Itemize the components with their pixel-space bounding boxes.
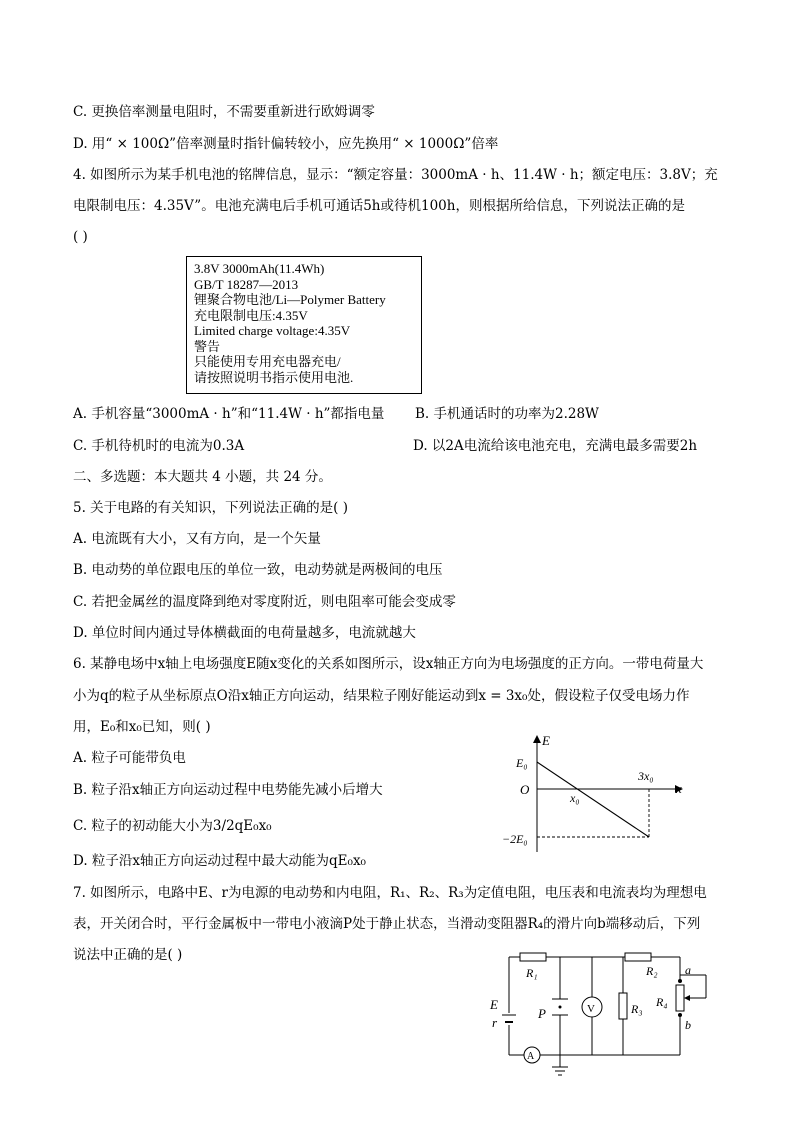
q5-option-c: C. 若把金属丝的温度降到绝对零度附近，则电阻率可能会变成零	[73, 594, 456, 610]
label-r3: R₃	[631, 1002, 643, 1016]
label-r1: R₁	[526, 966, 538, 980]
q3-option-c: C. 更换倍率测量电阻时，不需要重新进行欧姆调零	[73, 104, 375, 120]
graph-3x0-label: 3x₀	[638, 769, 654, 783]
graph-origin: O	[520, 782, 530, 797]
q4-stem-line3: ( )	[73, 229, 88, 245]
resistor-r2	[625, 953, 651, 961]
q3-option-d: D. 用“ × 100Ω”倍率测量时指针偏转较小，应先换用“ × 1000Ω”倍率	[73, 136, 499, 152]
q5-option-a: A. 电流既有大小，又有方向，是一个矢量	[73, 531, 321, 547]
slider-arrow	[684, 995, 690, 1001]
q4-option-b: B. 手机通话时的功率为2.28W	[415, 406, 599, 422]
q6-option-b: B. 粒子沿x轴正方向运动过程中电势能先减小后增大	[73, 782, 383, 798]
graph-x-label: x	[676, 781, 682, 796]
label-r: r	[492, 1015, 498, 1030]
q4-option-d: D. 以2A电流给该电池充电，充满电最多需要2h	[413, 438, 698, 454]
q5-option-b: B. 电动势的单位跟电压的单位一致，电动势就是两极间的电压	[73, 562, 443, 578]
q6-stem-line3: 用，E₀和x₀已知，则( )	[73, 719, 211, 735]
battery-label-line: 警告	[194, 338, 221, 354]
resistor-r3	[619, 993, 627, 1019]
q6-option-c: C. 粒子的初动能大小为3/2qE₀x₀	[73, 818, 272, 834]
q5-stem: 5. 关于电路的有关知识，下列说法正确的是( )	[73, 500, 348, 516]
graph-neg-e0-label: −2E₀	[502, 832, 528, 846]
label-r2: R₂	[646, 964, 658, 978]
label-terminal-b: b	[685, 1018, 691, 1032]
section-heading: 二、多选题：本大题共 4 小题，共 24 分。	[73, 469, 332, 485]
battery-label-line: 充电限制电压:4.35V	[194, 307, 308, 323]
label-p: P	[538, 1006, 546, 1021]
label-ammeter: A	[527, 1051, 535, 1062]
field-line	[537, 762, 649, 837]
battery-label-line: 3.8V 3000mAh(11.4Wh)	[194, 261, 325, 276]
graph-x0-label: x₀	[570, 791, 580, 805]
battery-label-line: 只能使用专用充电器充电/	[194, 354, 341, 369]
label-terminal-a: a	[685, 963, 691, 977]
q5-option-d: D. 单位时间内通过导体横截面的电荷量越多，电流就越大	[73, 625, 416, 641]
field-graph	[500, 730, 700, 855]
label-voltmeter: V	[587, 1003, 595, 1015]
q7-stem-line1: 7. 如图所示，电路中E、r为电源的电动势和内电阻，R₁、R₂、R₃为定值电阻，电压表和电流表均为理想电	[73, 885, 707, 901]
battery-label-line: 请按照说明书指示使用电池.	[194, 369, 354, 385]
battery-label-line: 锂聚合物电池/Li—Polymer Battery	[194, 292, 386, 307]
battery-label-line: Limited charge voltage:4.35V	[194, 323, 351, 338]
circuit-diagram	[480, 945, 730, 1085]
battery-label-line: GB/T 18287—2013	[194, 276, 299, 292]
q7-stem-line3: 说法中正确的是( )	[73, 947, 183, 963]
q6-stem-line1: 6. 某静电场中x轴上电场强度E随x变化的关系如图所示，设x轴正方向为电场强度的正方向。一带电荷量大	[73, 656, 704, 672]
resistor-r1	[520, 953, 546, 961]
q6-option-d: D. 粒子沿x轴正方向运动过程中最大动能为qE₀x₀	[73, 853, 366, 869]
label-r4: R₄	[656, 995, 668, 1009]
battery-label-box	[186, 256, 422, 394]
rheostat-r4	[676, 985, 684, 1011]
q7-stem-line2: 表，开关闭合时，平行金属板中一带电小液滴P处于静止状态，当滑动变阻器R₄的滑片向b端移动后，下列	[73, 916, 701, 932]
q4-option-a: A. 手机容量“3000mA · h”和“11.4W · h”都指电量	[73, 406, 385, 422]
graph-e0-label: E₀	[516, 756, 528, 770]
q6-stem-line2: 小为q的粒子从坐标原点O沿x轴正方向运动，结果粒子刚好能运动到x = 3x₀处，假设粒子仅受电场力作	[73, 688, 690, 704]
graph-y-label: E	[542, 733, 550, 748]
label-e: E	[490, 997, 498, 1012]
q6-option-a: A. 粒子可能带负电	[73, 750, 186, 766]
q4-option-c: C. 手机待机时的电流为0.3A	[73, 438, 245, 454]
q4-stem-line1: 4. 如图所示为某手机电池的铭牌信息，显示：“额定容量：3000mA · h、11.4W · h；额定电压：3.8V；充	[73, 167, 718, 183]
q4-stem-line2: 电限制电压：4.35V”。电池充满电后手机可通话5h或待机100h，则根据所给信息，下列说法正确的是	[73, 198, 685, 214]
